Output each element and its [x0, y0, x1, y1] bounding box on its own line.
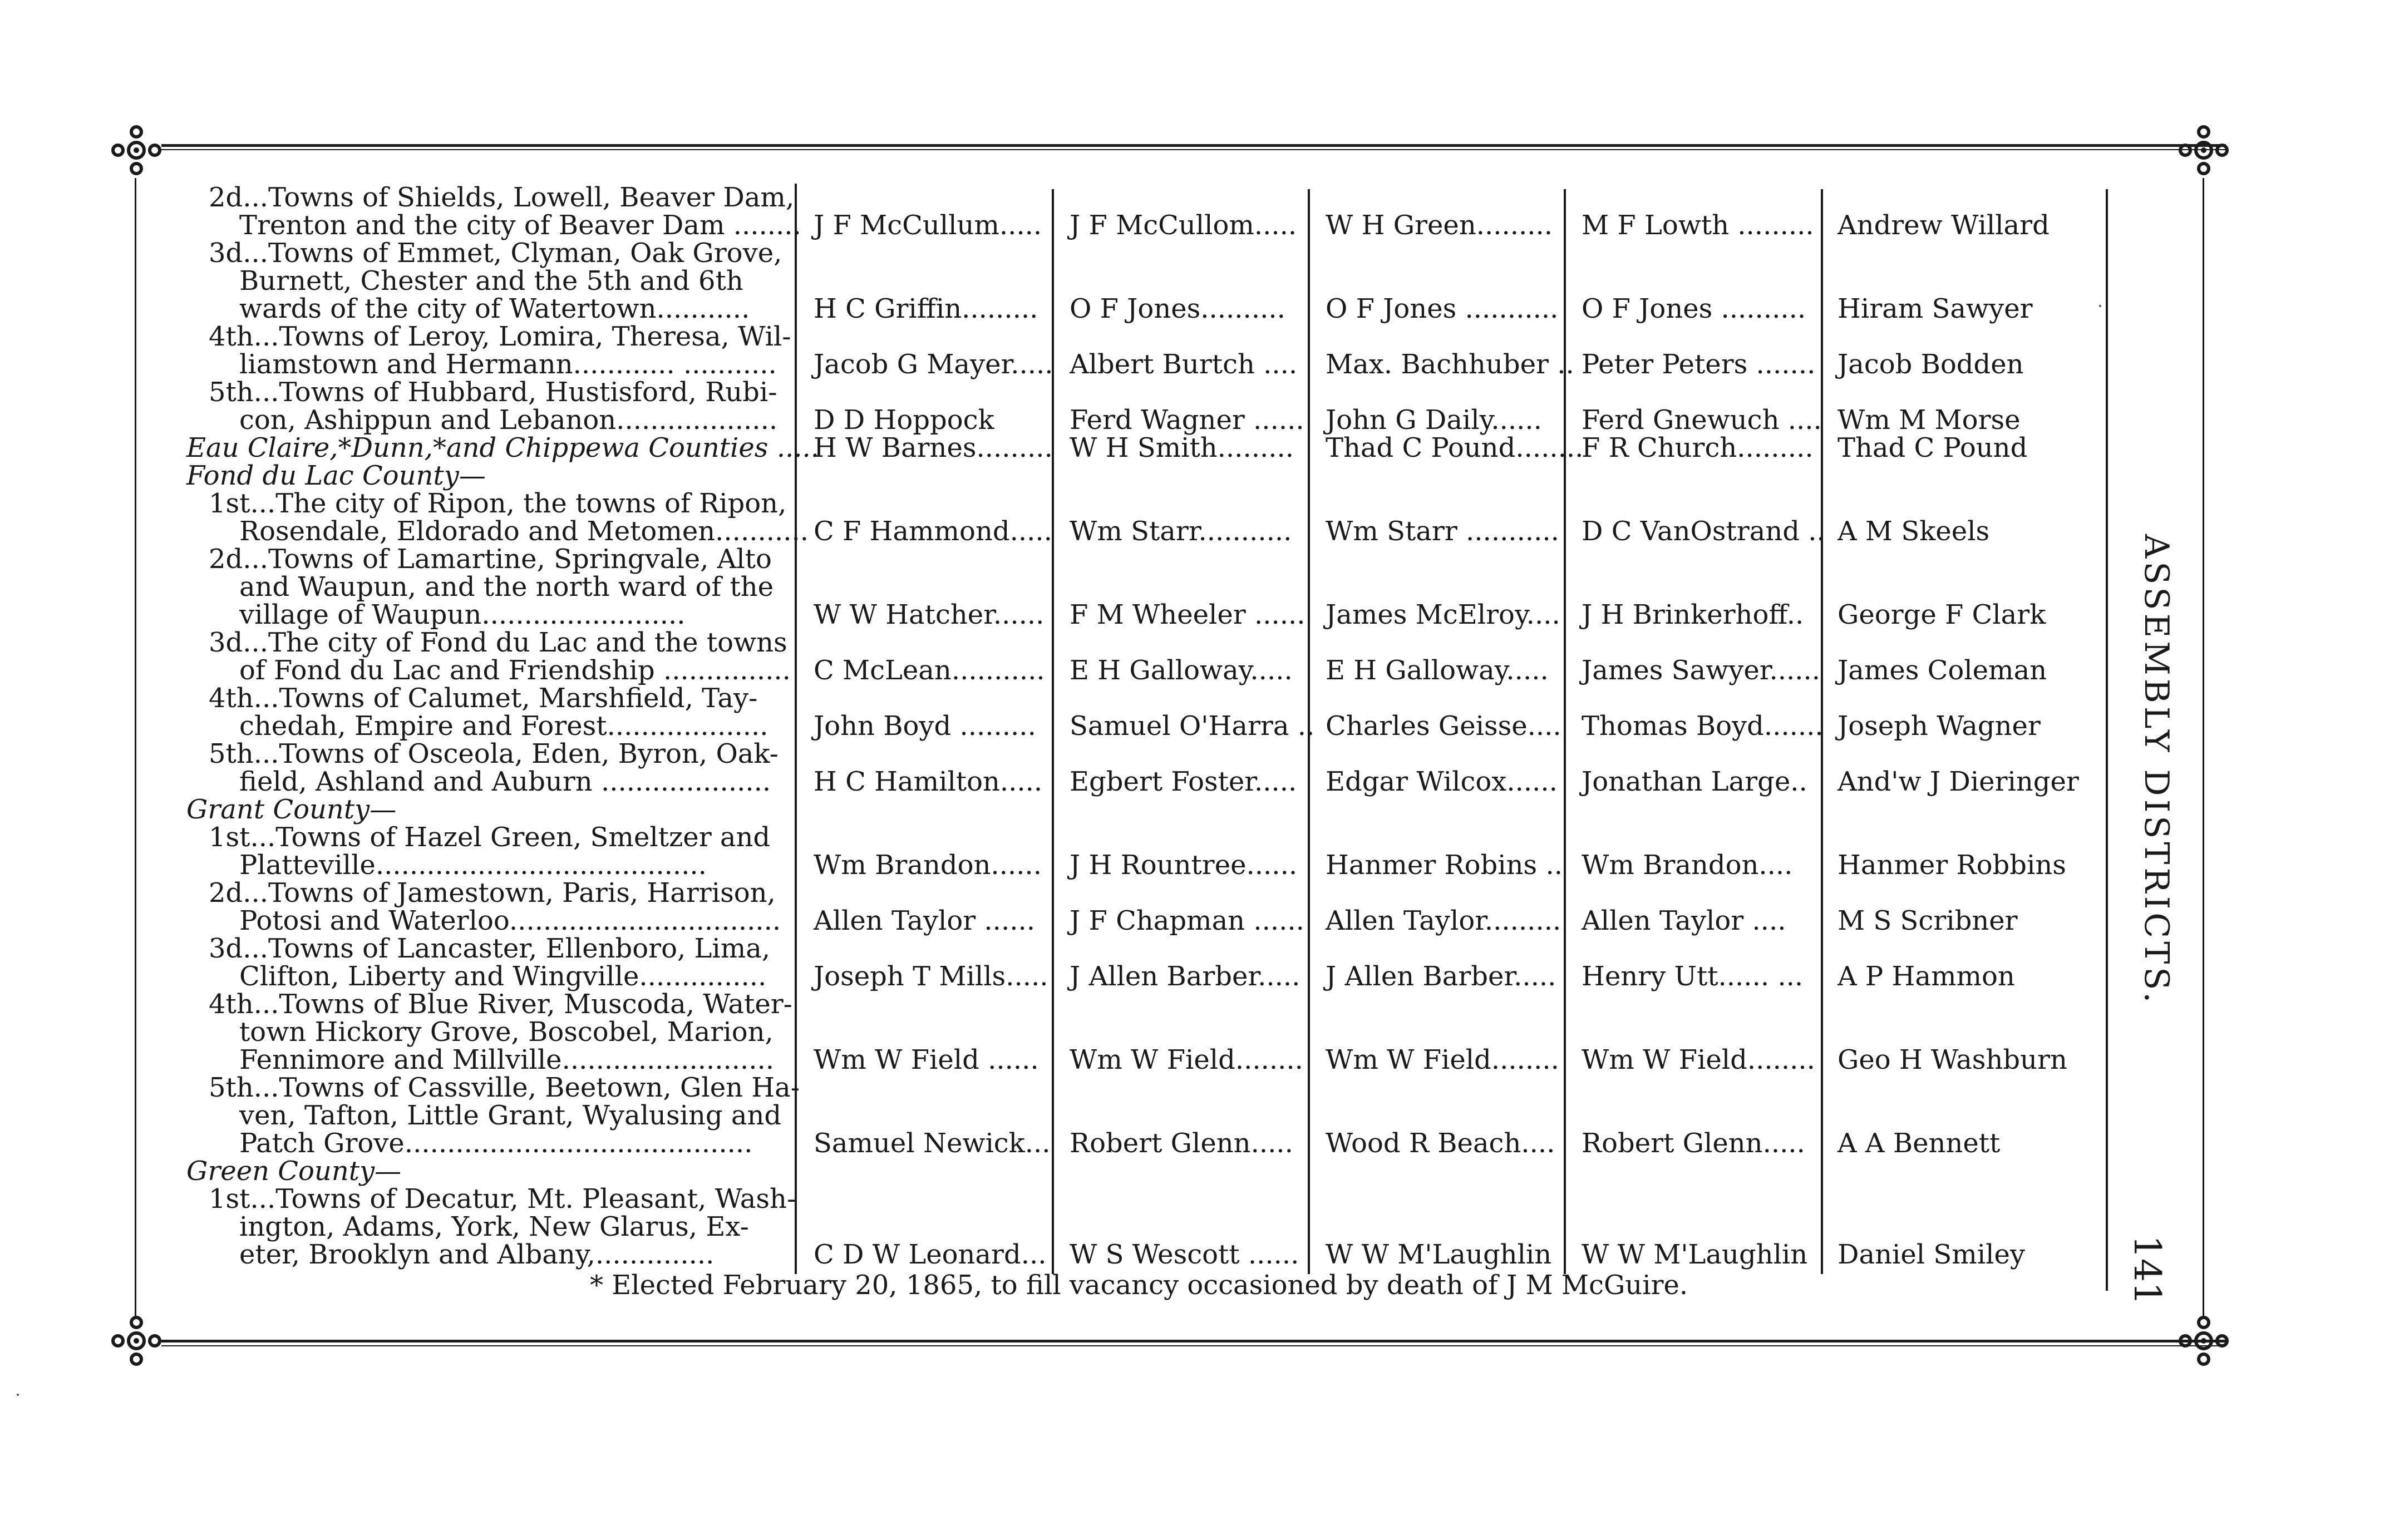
member-name-cell: Max. Bachhuber ..	[1326, 349, 1574, 380]
district-description-line: Potosi and Waterloo................................	[239, 905, 781, 936]
member-name-cell: E H Galloway.....	[1326, 655, 1549, 686]
corner-ornament-bottom-right	[2173, 1310, 2234, 1371]
member-name-cell: Jacob Bodden	[1838, 349, 2024, 380]
member-name-cell: A P Hammon	[1838, 961, 2015, 992]
member-name-cell: J F McCullom.....	[1070, 210, 1297, 241]
member-name-cell: E H Galloway.....	[1070, 655, 1293, 686]
district-description-line: village of Waupun........................	[239, 599, 686, 630]
member-name-cell: J F McCullum.....	[814, 210, 1042, 241]
member-name-cell: Robert Glenn.....	[1582, 1128, 1805, 1159]
district-description-line: 1st...The city of Ripon, the towns of Ripon,	[209, 488, 787, 519]
district-description-line: 5th...Towns of Hubbard, Hustisford, Rubi-	[209, 377, 777, 408]
frame-bottom-rule-inner	[161, 1345, 2226, 1346]
member-name-cell: Hanmer Robbins	[1838, 850, 2066, 881]
member-name-cell: Charles Geisse....	[1326, 710, 1561, 742]
district-description-line: eter, Brooklyn and Albany,..............	[239, 1239, 715, 1270]
member-name-cell: And'w J Dieringer	[1838, 766, 2079, 797]
corner-ornament-bottom-left	[106, 1310, 167, 1371]
member-name-cell: Thad C Pound	[1838, 432, 2028, 463]
member-name-cell: George F Clark	[1838, 599, 2046, 630]
member-name-cell: Hanmer Robins ..	[1326, 850, 1563, 881]
member-name-cell: James McElroy....	[1326, 599, 1560, 630]
district-description-line: con, Ashippun and Lebanon...................	[239, 404, 778, 436]
district-description-line: Fennimore and Millville.........................	[239, 1044, 775, 1075]
member-name-cell: James Sawyer......	[1582, 655, 1820, 686]
member-name-cell: O F Jones..........	[1070, 293, 1285, 324]
district-description-line: Patch Grove.........................................	[239, 1128, 753, 1159]
member-name-cell: M S Scribner	[1838, 905, 2018, 936]
member-name-cell: Allen Taylor.........	[1326, 905, 1561, 936]
member-name-cell: Wm Starr...........	[1070, 516, 1292, 547]
member-name-cell: Wm W Field........	[1070, 1044, 1303, 1075]
district-description-line: 2d...Towns of Jamestown, Paris, Harrison,	[209, 877, 776, 909]
member-name-cell: C D W Leonard...	[814, 1239, 1047, 1270]
member-name-cell: J Allen Barber.....	[1070, 961, 1300, 992]
member-name-cell: Thomas Boyd.......	[1582, 710, 1824, 742]
member-name-cell: W S Wescott ......	[1070, 1239, 1299, 1270]
district-description-line: Trenton and the city of Beaver Dam ........	[239, 210, 801, 241]
member-name-cell: Daniel Smiley	[1838, 1239, 2026, 1270]
footnote: * Elected February 20, 1865, to fill vacancy occasioned by death of J M McGuire.	[590, 1270, 1688, 1301]
county-heading: Grant County—	[186, 794, 397, 825]
member-name-cell: W W Hatcher......	[814, 599, 1045, 630]
district-description-line: town Hickory Grove, Boscobel, Marion,	[239, 1016, 774, 1048]
member-name-cell: H C Griffin.........	[814, 293, 1038, 324]
district-description-line: 4th...Towns of Leroy, Lomira, Theresa, Wil-	[209, 321, 791, 352]
frame-bottom-rule	[161, 1340, 2226, 1342]
member-name-cell: Andrew Willard	[1838, 210, 2050, 241]
member-name-cell: J H Brinkerhoff..	[1582, 599, 1804, 630]
member-name-cell: F R Church.........	[1582, 432, 1814, 463]
member-name-cell: D C VanOstrand ..	[1582, 516, 1825, 547]
member-name-cell: Jacob G Mayer.....	[814, 349, 1053, 380]
district-description-line: of Fond du Lac and Friendship ...............	[239, 655, 791, 686]
frame-left-rule	[135, 178, 136, 1319]
frame-top-rule	[161, 144, 2226, 147]
member-name-cell: Wm Starr ...........	[1326, 516, 1559, 547]
member-name-cell: Egbert Foster.....	[1070, 766, 1297, 797]
district-description-line: ven, Tafton, Little Grant, Wyalusing and	[239, 1100, 782, 1131]
district-description-line: Burnett, Chester and the 5th and 6th	[239, 265, 743, 297]
member-name-cell: J F Chapman ......	[1070, 905, 1304, 936]
member-name-cell: Allen Taylor ......	[814, 905, 1035, 936]
member-name-cell: W W M'Laughlin	[1326, 1239, 1552, 1270]
page-number: 141	[2126, 1235, 2169, 1305]
district-description-line: 5th...Towns of Osceola, Eden, Byron, Oak-	[209, 738, 779, 769]
district-description-line: Rosendale, Eldorado and Metomen...........	[239, 516, 809, 547]
member-name-cell: W W M'Laughlin	[1582, 1239, 1808, 1270]
district-description-line: and Waupun, and the north ward of the	[239, 571, 774, 603]
district-description-line: wards of the city of Watertown...........	[239, 293, 750, 324]
print-speck	[2099, 305, 2101, 307]
member-name-cell: W H Smith.........	[1070, 432, 1294, 463]
member-name-cell: Wm Brandon......	[814, 850, 1042, 881]
member-name-cell: Ferd Wagner ......	[1070, 404, 1304, 436]
member-name-cell: H C Hamilton.....	[814, 766, 1043, 797]
district-description-line: 2d...Towns of Lamartine, Springvale, Alto	[209, 544, 772, 575]
member-name-cell: O F Jones ...........	[1326, 293, 1559, 324]
member-name-cell: Albert Burtch ....	[1070, 349, 1298, 380]
member-name-cell: Hiram Sawyer	[1838, 293, 2033, 324]
district-description-line: Clifton, Liberty and Wingville...............	[239, 961, 767, 992]
district-description-line: 1st...Towns of Decatur, Mt. Pleasant, Wash-	[209, 1183, 796, 1215]
county-heading: Green County—	[186, 1156, 402, 1187]
member-name-cell: Wm W Field........	[1582, 1044, 1815, 1075]
member-name-cell: A A Bennett	[1838, 1128, 2001, 1159]
member-name-cell: Allen Taylor ....	[1582, 905, 1786, 936]
member-name-cell: John Boyd .........	[814, 710, 1036, 742]
district-description-line: Platteville.......................................	[239, 850, 707, 881]
member-name-cell: D D Hoppock	[814, 404, 994, 436]
right-inner-rule	[2106, 189, 2108, 1291]
member-name-cell: Joseph T Mills.....	[814, 961, 1048, 992]
member-name-cell: Samuel Newick...	[814, 1128, 1051, 1159]
district-description-line: field, Ashland and Auburn ....................	[239, 766, 771, 797]
member-name-cell: W H Green.........	[1326, 210, 1553, 241]
member-name-cell: F M Wheeler ......	[1070, 599, 1306, 630]
member-name-cell: James Coleman	[1838, 655, 2047, 686]
frame-right-rule	[2203, 178, 2204, 1319]
district-description-line: chedah, Empire and Forest...................	[239, 710, 769, 742]
member-name-cell: O F Jones ..........	[1582, 293, 1806, 324]
district-description-line: 3d...Towns of Lancaster, Ellenboro, Lima,	[209, 933, 771, 964]
county-heading: Fond du Lac County—	[186, 460, 486, 491]
member-name-cell: John G Daily......	[1326, 404, 1542, 436]
member-name-cell: C McLean...........	[814, 655, 1045, 686]
member-name-cell: Robert Glenn.....	[1070, 1128, 1293, 1159]
member-name-cell: J H Rountree......	[1070, 850, 1298, 881]
corner-ornament-top-right	[2173, 120, 2234, 181]
member-name-cell: Wm W Field ......	[814, 1044, 1039, 1075]
district-description-line: ington, Adams, York, New Glarus, Ex-	[239, 1211, 749, 1242]
member-name-cell: C F Hammond.....	[814, 516, 1052, 547]
member-name-cell: M F Lowth .........	[1582, 210, 1814, 241]
member-name-cell: Joseph Wagner	[1838, 710, 2041, 742]
district-description-line: 5th...Towns of Cassville, Beetown, Glen Ha-	[209, 1072, 800, 1103]
member-name-cell: Wm W Field........	[1326, 1044, 1559, 1075]
member-name-cell: Edgar Wilcox......	[1326, 766, 1558, 797]
member-name-cell: Samuel O'Harra ..	[1070, 710, 1315, 742]
side-title: ASSEMBLY DISTRICTS.	[2137, 534, 2176, 1006]
frame-top-rule-inner	[161, 149, 2226, 150]
member-name-cell: A M Skeels	[1838, 516, 1990, 547]
member-name-cell: J Allen Barber.....	[1326, 961, 1556, 992]
district-description-line: liamstown and Hermann............ ...........	[239, 349, 777, 380]
district-description-line: 4th...Towns of Blue River, Muscoda, Water-	[209, 989, 792, 1020]
column-separator-1	[795, 184, 797, 1274]
member-name-cell: Henry Utt...... ...	[1582, 961, 1804, 992]
member-name-cell: Wm Brandon....	[1582, 850, 1793, 881]
district-description-line: 3d...The city of Fond du Lac and the towns	[209, 627, 787, 658]
member-name-cell: Wm M Morse	[1838, 404, 2021, 436]
district-description-line: 3d...Towns of Emmet, Clyman, Oak Grove,	[209, 238, 782, 269]
member-name-cell: H W Barnes.........	[814, 432, 1053, 463]
member-name-cell: Thad C Pound........	[1326, 432, 1584, 463]
county-heading: Eau Claire,*Dunn,*and Chippewa Counties .....	[186, 432, 819, 463]
corner-ornament-top-left	[106, 120, 167, 181]
member-name-cell: Wood R Beach....	[1326, 1128, 1555, 1159]
district-description-line: 2d...Towns of Shields, Lowell, Beaver Dam,	[209, 182, 795, 213]
member-name-cell: Geo H Washburn	[1838, 1044, 2067, 1075]
member-name-cell: Peter Peters .......	[1582, 349, 1816, 380]
district-description-line: 1st...Towns of Hazel Green, Smeltzer and	[209, 822, 771, 853]
member-name-cell: Ferd Gnewuch ....	[1582, 404, 1822, 436]
print-speck	[17, 1394, 19, 1396]
district-description-line: 4th...Towns of Calumet, Marshfield, Tay-	[209, 683, 758, 714]
member-name-cell: Jonathan Large..	[1582, 766, 1807, 797]
